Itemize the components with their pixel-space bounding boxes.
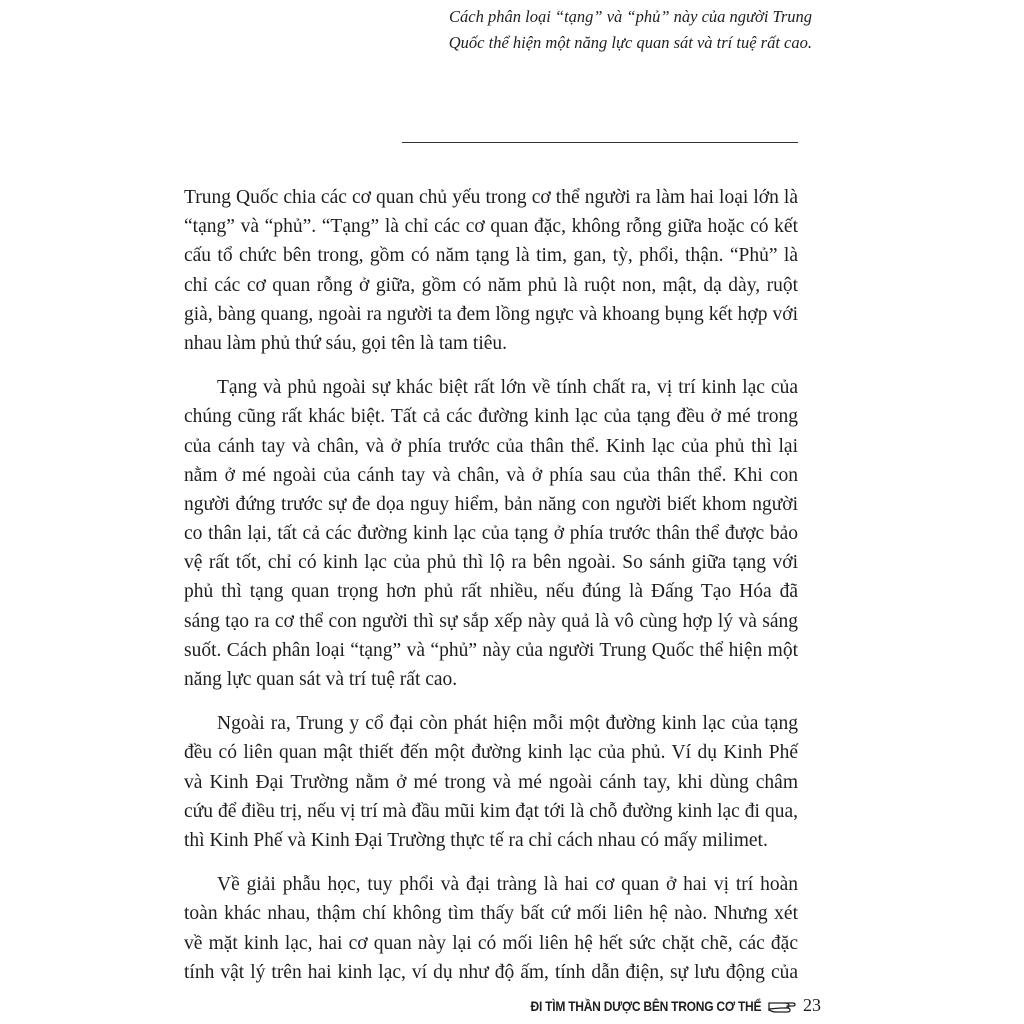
text-line: chúng cũng rất khác biệt. Tất cả các đường kinh lạc của tạng đều ở mé trong xyxy=(184,406,798,428)
page-number: 23 xyxy=(803,995,821,1015)
text-line: nằm ở mé ngoài của cánh tay và chân, và ở phía sau của thân thể. Khi con xyxy=(184,464,798,486)
text-line: Ngoài ra, Trung y cổ đại còn phát hiện mỗi một đường kinh lạc của tạng xyxy=(217,713,798,735)
pointing-hand-icon xyxy=(767,997,797,1015)
paragraph-4 xyxy=(184,870,798,987)
text-line: về mặt kinh lạc, hai cơ quan này lại có mối liên hệ hết sức chặt chẽ, các đặc xyxy=(184,932,798,954)
text-line: và Kinh Đại Trường nằm ở mé trong và mé ngoài cánh tay, khi dùng châm xyxy=(184,771,798,793)
text-line: cứu để điều trị, nếu vị trí mà đầu mũi kim đạt tới là chỗ đường kinh lạc đi qua, xyxy=(184,800,798,822)
text-line: Về giải phẫu học, tuy phổi và đại tràng là hai cơ quan ở hai vị trí hoàn xyxy=(217,874,798,896)
divider-rule xyxy=(402,142,798,143)
pull-quote xyxy=(392,4,812,56)
text-line: chỉ các cơ quan rỗng ở giữa, gồm có năm phủ là ruột non, mật, dạ dày, ruột xyxy=(184,274,798,296)
text-line: thì Kinh Phế và Kinh Đại Trường thực tế ra chỉ cách nhau có mấy milimet. xyxy=(184,829,768,851)
text-line: vệ rất tốt, chỉ có kinh lạc của phủ thì lộ ra bên ngoài. So sánh giữa tạng với xyxy=(184,552,798,574)
text-line: già, bàng quang, ngoài ra người ta đem lồng ngực và khoang bụng kết hợp với xyxy=(184,303,798,325)
page-footer xyxy=(493,995,821,1016)
text-line: toàn khác nhau, thậm chí không tìm thấy bất cứ mối liên hệ nào. Nhưng xét xyxy=(184,903,798,925)
text-line: năng lực quan sát và trí tuệ rất cao. xyxy=(184,669,458,690)
body-text xyxy=(184,183,798,1002)
text-line: người đứng trước sự đe dọa nguy hiểm, bản năng con người biết khom người xyxy=(184,493,798,515)
paragraph-1 xyxy=(184,183,798,358)
text-line: nhau làm phủ thứ sáu, gọi tên là tam tiêu. xyxy=(184,332,508,354)
text-line: tính vật lý trên hai kinh lạc, ví dụ như độ ấm, tính dẫn điện, sự lưu động của xyxy=(184,961,798,983)
paragraph-2 xyxy=(184,373,798,694)
text-line: “tạng” và “phủ”. “Tạng” là chỉ các cơ quan đặc, không rỗng giữa hoặc có kết xyxy=(184,216,798,238)
paragraph-3 xyxy=(184,709,798,855)
text-line: của cánh tay và chân, và ở phía trước của thân thể. Kinh lạc của phủ thì lại xyxy=(184,435,798,457)
text-line: cấu tổ chức bên trong, gồm có năm tạng là tim, gan, tỳ, phổi, thận. “Phủ” là xyxy=(184,245,798,267)
pull-quote-line: Cách phân loại “tạng” và “phủ” này của người Trung xyxy=(449,7,812,26)
text-line: đều có liên quan mật thiết đến một đường kinh lạc của phủ. Ví dụ Kinh Phế xyxy=(184,742,798,764)
text-line: co thân lại, tất cả các đường kinh lạc của tạng ở phía trước thân thể được bảo xyxy=(184,523,798,545)
text-line: suốt. Cách phân loại “tạng” và “phủ” này của người Trung Quốc thể hiện một xyxy=(184,639,798,661)
text-line: Tạng và phủ ngoài sự khác biệt rất lớn về tính chất ra, vị trí kinh lạc của xyxy=(217,377,798,399)
text-line: phủ thì tạng quan trọng hơn phủ rất nhiều, nếu đúng là Đấng Tạo Hóa đã xyxy=(184,581,798,603)
text-line: Trung Quốc chia các cơ quan chủ yếu trong cơ thể người ra làm hai loại lớn là xyxy=(184,187,798,208)
text-line: sáng tạo ra cơ thể con người thì sự sắp xếp này quả là vô cùng hợp lý và sáng xyxy=(184,610,798,632)
running-title: ĐI TÌM THẦN DƯỢC BÊN TRONG CƠ THỂ xyxy=(530,997,761,1014)
pull-quote-line: Quốc thể hiện một năng lực quan sát và trí tuệ rất cao. xyxy=(448,33,812,52)
